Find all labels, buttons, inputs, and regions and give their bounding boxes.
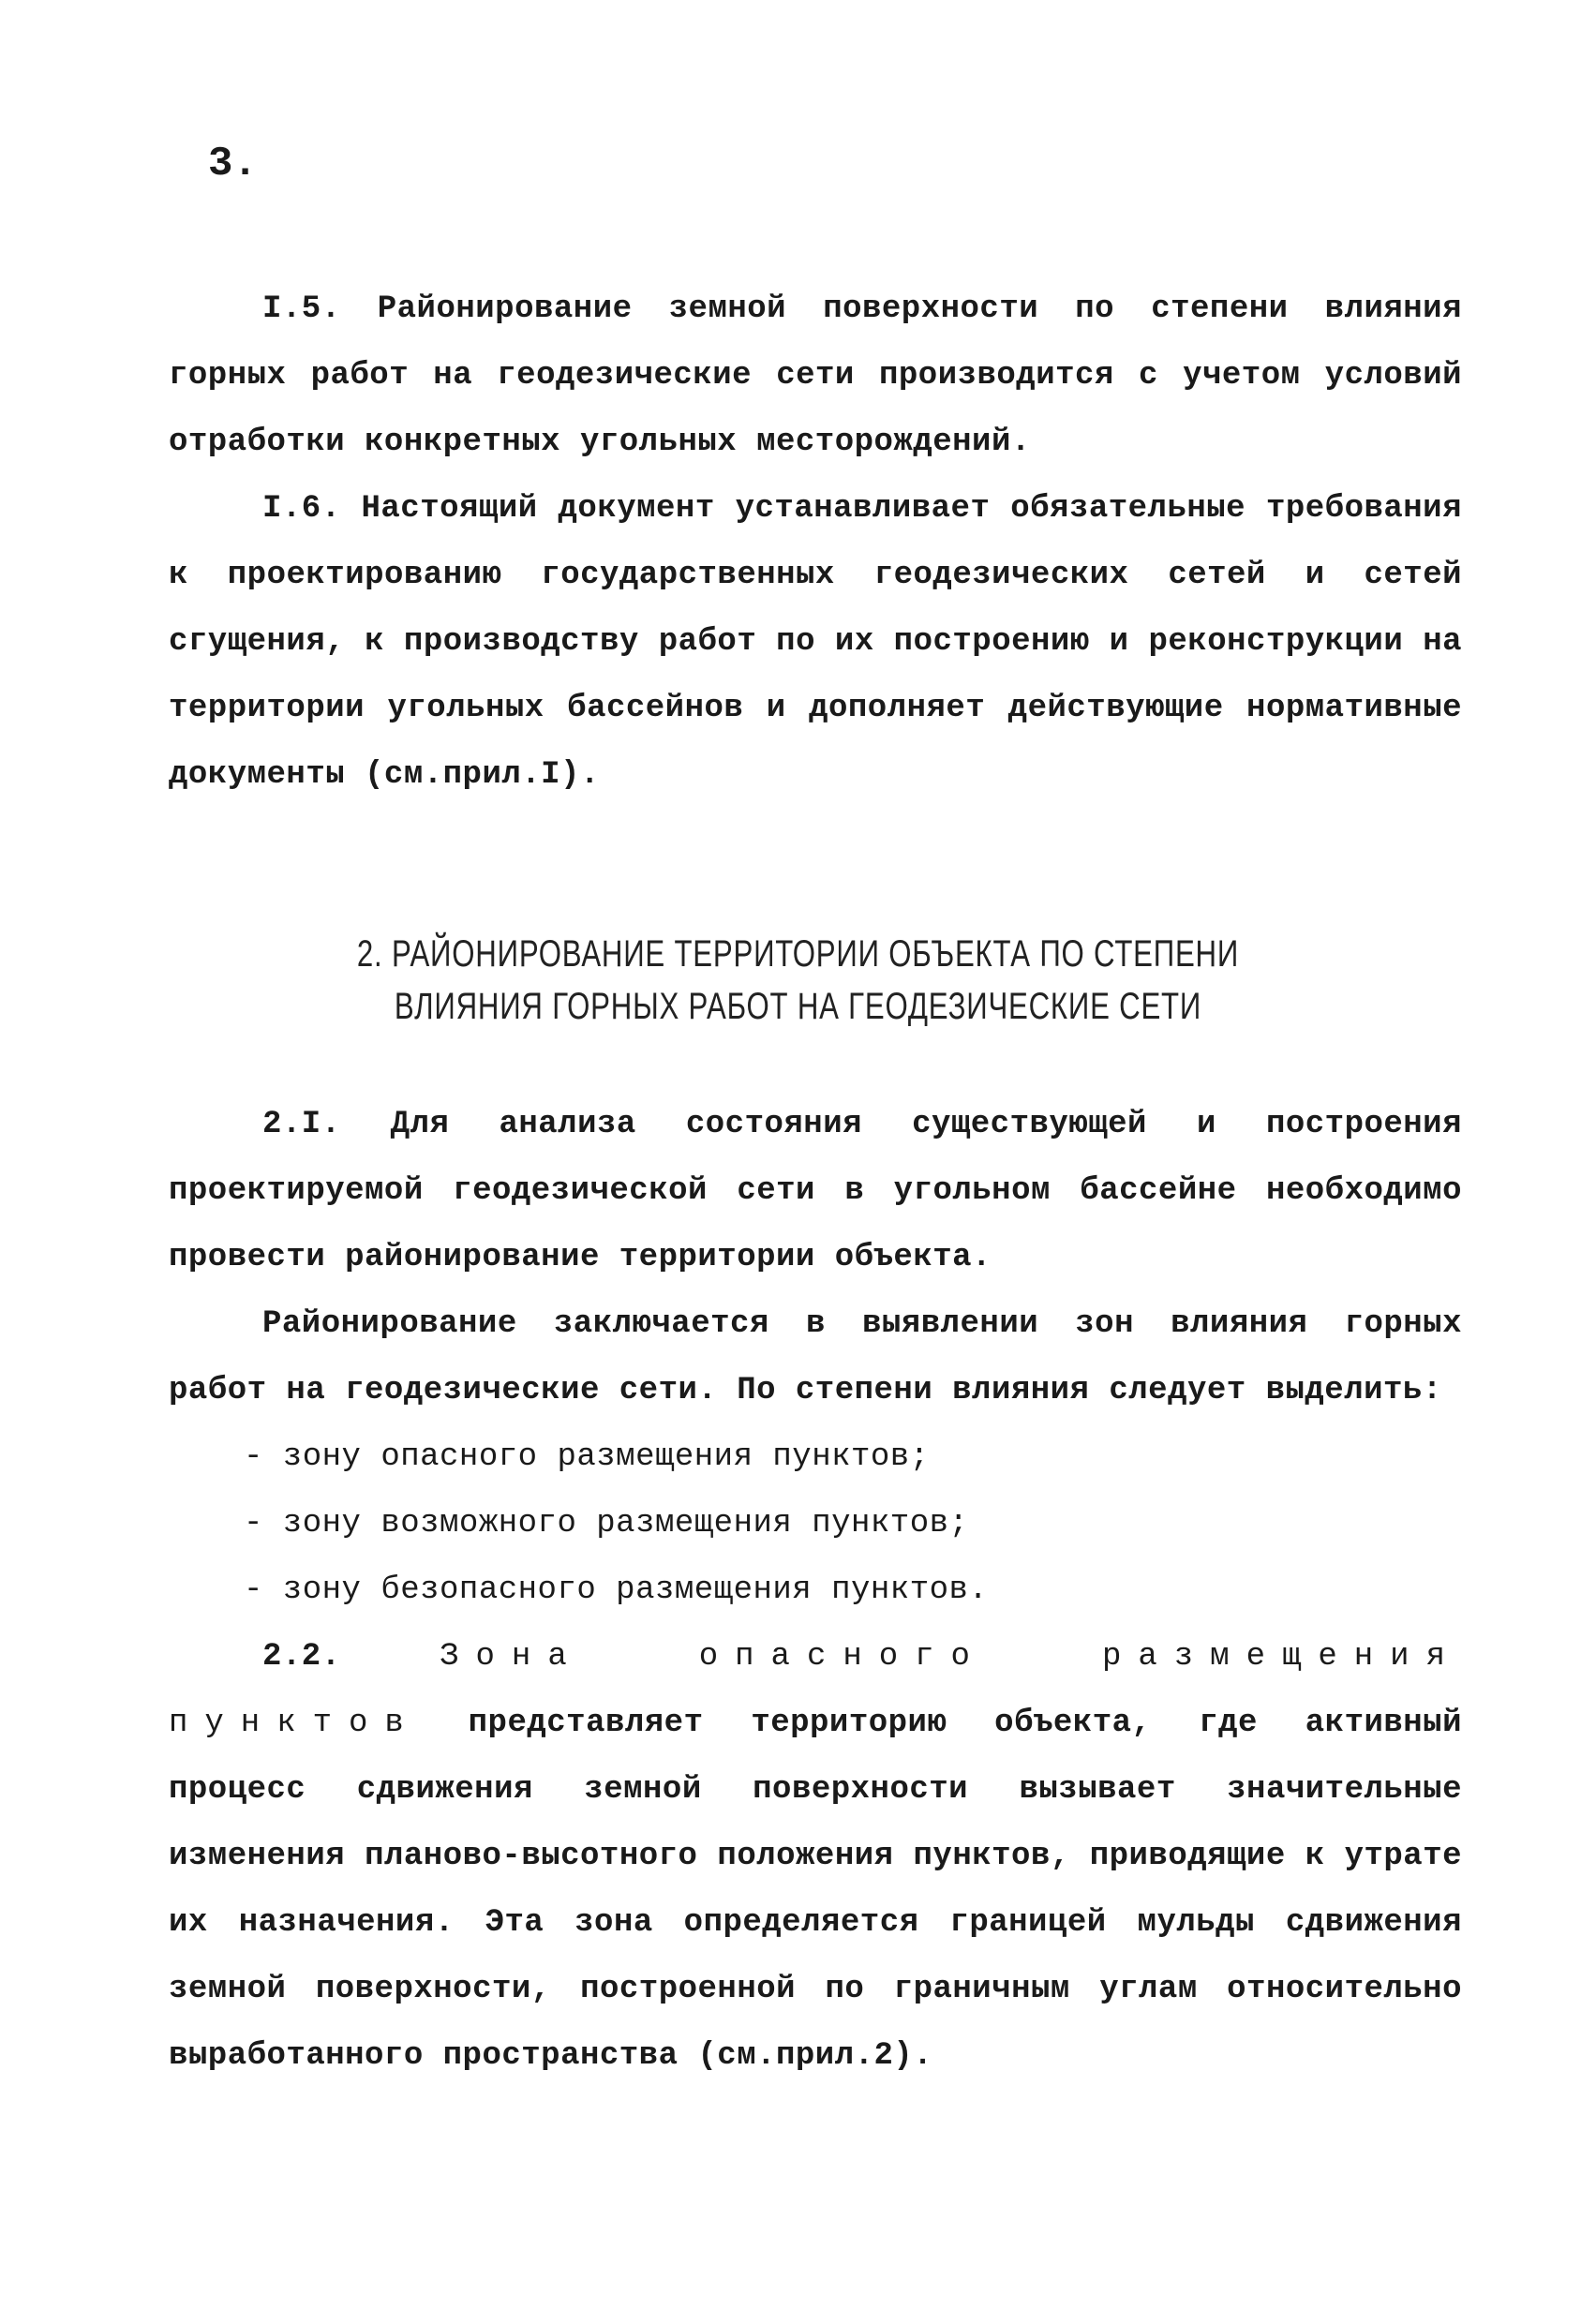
list-item: - зону опасного размещения пунктов; bbox=[244, 1439, 930, 1475]
section-1-text bbox=[169, 276, 1462, 809]
list-item: - зону безопасного размещения пунктов. bbox=[244, 1572, 989, 1608]
heading-line-2: ВЛИЯНИЯ ГОРНЫХ РАБОТ НА ГЕОДЕЗИЧЕСКИЕ СЕТИ bbox=[394, 986, 1202, 1027]
paragraph-2-1: 2.I. Для анализа состояния существующей и построения проектируемой геодезической сети в угольном бассейне необходимо провести районирование территории объекта. bbox=[169, 1107, 1462, 1275]
paragraph-1-5: I.5. Районирование земной поверхности по степени влияния горных работ на геодезические сети производится с учетом условий отработки конкретных угольных месторождений. bbox=[169, 291, 1462, 460]
paragraph-zoning: Районирование заключается в выявлении зон влияния горных работ на геодезические сети. По степени влияния следует выделить: bbox=[169, 1306, 1462, 1408]
paragraph-2-2 bbox=[169, 1624, 1462, 2090]
paragraph-2-2-term: Зона опасного размещения пунктов bbox=[169, 1639, 1462, 1741]
paragraph-2-2-rest: представляет территорию объекта, где активный процесс сдвижения земной поверхности вызывает значительные изменения планово-высотного положения пунктов, приводящие к утрате их назначения. Эта зона определяется границей мульды сдвижения земной поверхности, построенной по граничным углам относительно выработанного пространства (см.прил.2). bbox=[169, 1706, 1462, 2074]
paragraph-2-2-label: 2.2. bbox=[262, 1639, 341, 1675]
paragraph-1-6: I.6. Настоящий документ устанавливает обязательные требования к проектированию государственных геодезических сетей и сетей сгущения, к производству работ по их построению и реконструкции на территории угольных бассейнов и дополняет действующие нормативные документы (см.прил.I). bbox=[169, 491, 1462, 793]
page-number: 3. bbox=[208, 141, 258, 187]
list-item: - зону возможного размещения пунктов; bbox=[244, 1506, 969, 1542]
section-2-heading bbox=[0, 928, 1596, 1033]
heading-line-1: 2. РАЙОНИРОВАНИЕ ТЕРРИТОРИИ ОБЪЕКТА ПО СТЕПЕНИ bbox=[356, 933, 1240, 975]
section-2-text bbox=[169, 1092, 1462, 2090]
